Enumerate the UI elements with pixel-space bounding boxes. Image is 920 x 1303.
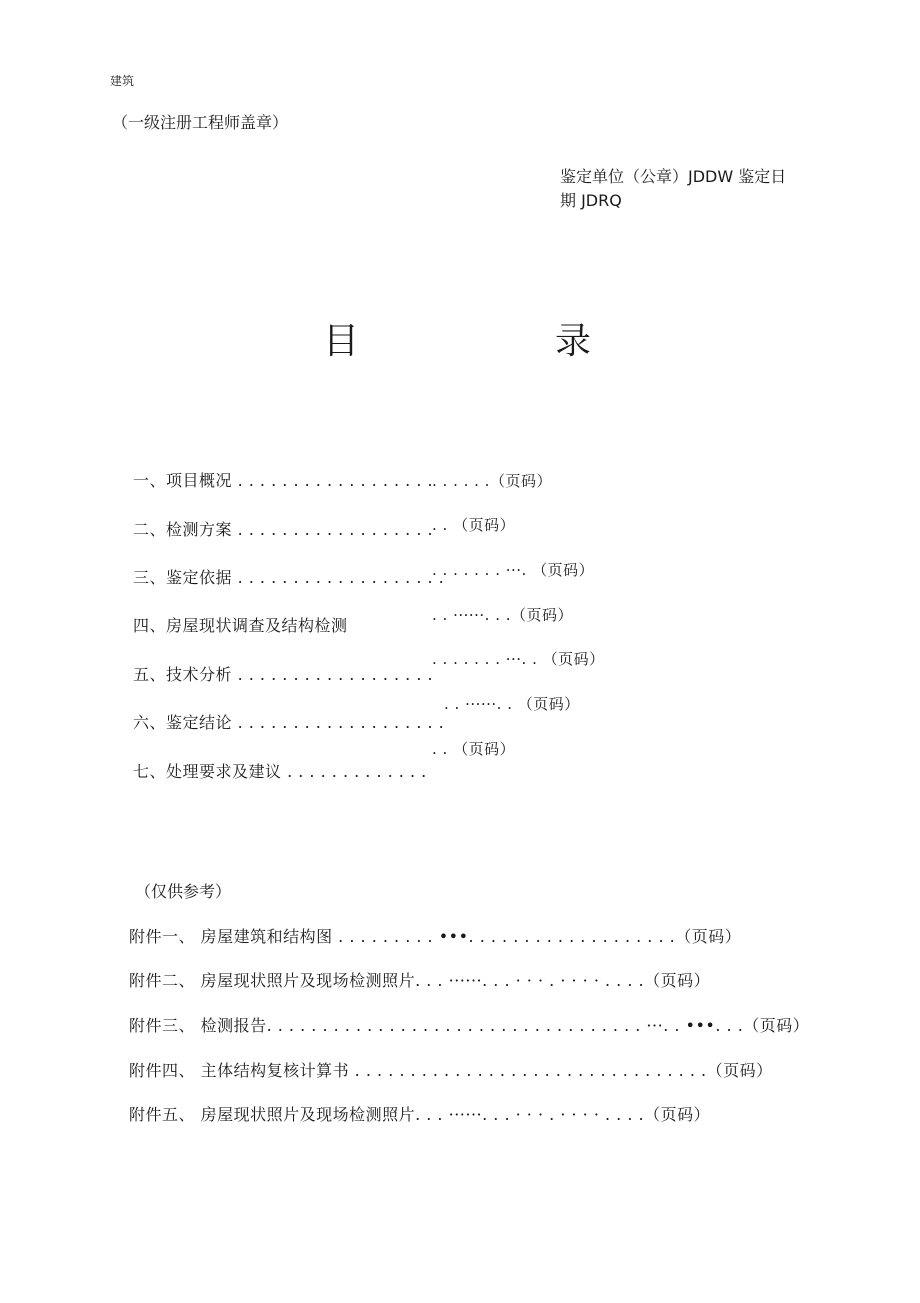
toc-page-ref: . . . . . .（页码） (432, 472, 552, 490)
appraisal-date-line: 期 JDRQ (560, 191, 622, 210)
toc-page-ref: . . （页码） (432, 740, 516, 758)
toc-item-building-survey: 四、房屋现状调查及结构检测 (133, 616, 348, 635)
toc-item-inspection-plan: 二、检测方案 . . . . . . . . . . . . . . . . . . (133, 520, 434, 539)
toc-item-project-overview: 一、项目概况 . . . . . . . . . . . . . . . . . . (133, 471, 434, 490)
document-category: 建筑 (110, 74, 135, 88)
appendix-item-3: 附件三、 检测报告. . . . . . . . . . . . . . . . . . . . . . . . . . . . . . . . . . ···. . •••. . .（页码） (129, 1016, 810, 1035)
toc-page-ref: . . （页码） (432, 516, 516, 534)
page-title-char-1: 目 (323, 321, 360, 362)
toc-item-technical-analysis: 五、技术分析 . . . . . . . . . . . . . . . . . . (133, 665, 434, 684)
appraisal-unit-line: 鉴定单位（公章）JDDW 鉴定日 (560, 167, 787, 186)
toc-page-ref: . . . . . . . ···. （页码） (432, 561, 595, 579)
toc-item-appraisal-basis: 三、鉴定依据 . . . . . . . . . . . . . . . . . . . (133, 568, 445, 587)
seal-note: （一级注册工程师盖章） (112, 113, 289, 132)
appendix-heading: （仅供参考） (135, 882, 232, 901)
toc-page-ref: . . ······. . （页码） (444, 695, 580, 713)
appendix-item-2: 附件二、 房屋现状照片及现场检测照片. . . ······. . . · · · . · · · · . . . .（页码） (129, 971, 711, 990)
toc-item-recommendations: 七、处理要求及建议 . . . . . . . . . . . . . (133, 762, 427, 781)
toc-item-appraisal-conclusion: 六、鉴定结论 . . . . . . . . . . . . . . . . . . . (133, 713, 445, 732)
toc-page-ref: . . . . . . . ···. . （页码） (432, 650, 605, 668)
appendix-item-5: 附件五、 房屋现状照片及现场检测照片. . . ······. . . · · · . · · · · . . . .（页码） (129, 1105, 711, 1124)
page-title-char-2: 录 (555, 321, 592, 362)
appendix-item-4: 附件四、 主体结构复核计算书 . . . . . . . . . . . . . . . . . . . . . . . . . . . . . . . .（页码） (129, 1061, 773, 1080)
toc-page-ref: . . ······. . .（页码） (432, 606, 574, 624)
appendix-item-1: 附件一、 房屋建筑和结构图 . . . . . . . . . •••. . . . . . . . . . . . . . . . . . .（页码） (129, 927, 742, 946)
